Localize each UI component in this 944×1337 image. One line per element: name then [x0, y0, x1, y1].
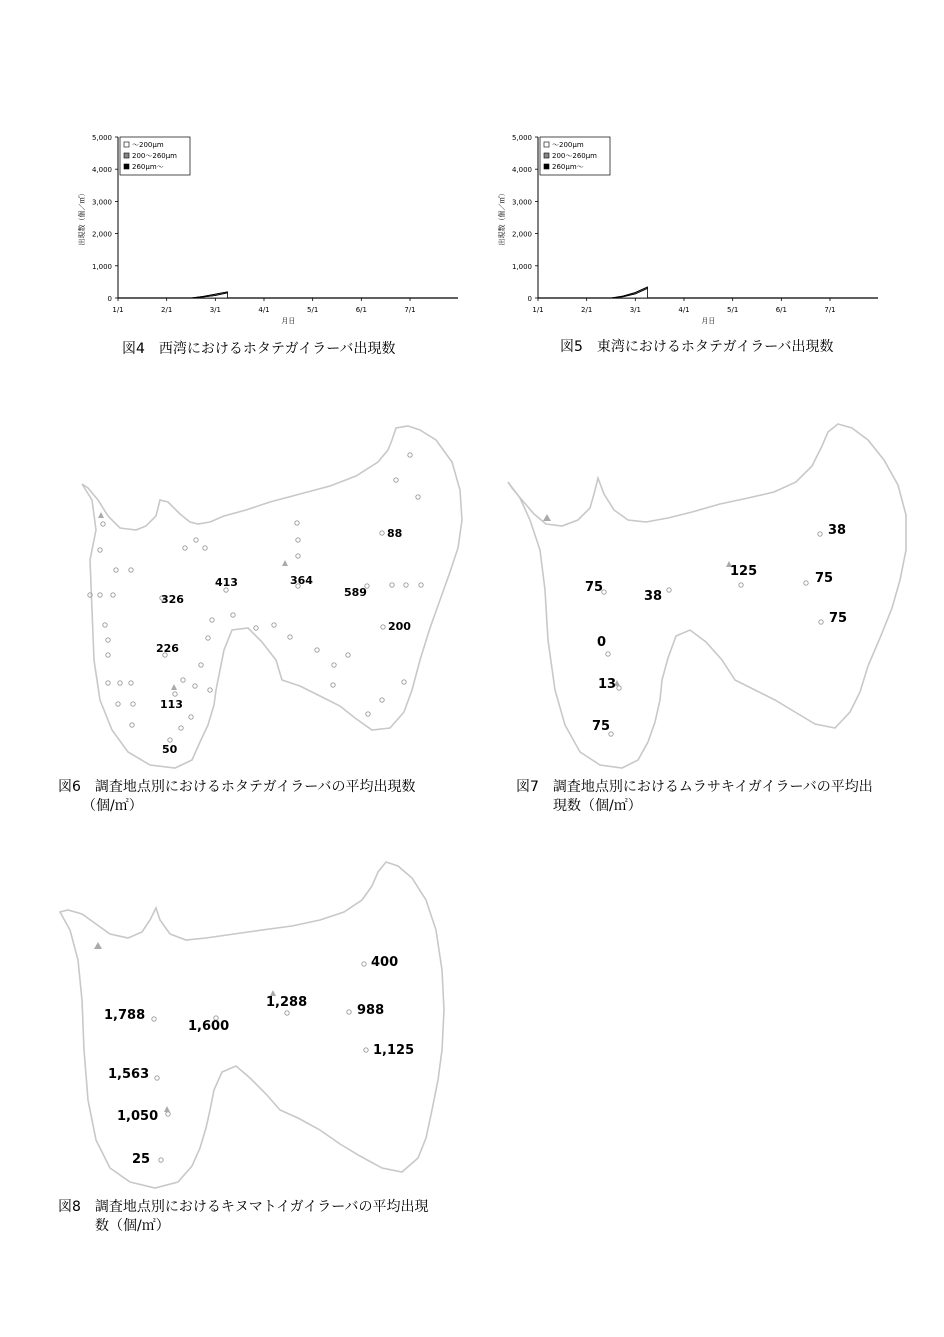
- figure7-caption-line1: 図7 調査地点別におけるムラサキイガイラーバの平均出: [516, 779, 873, 795]
- y-tick-label: 4,000: [511, 166, 532, 175]
- map3-label-6: 1,125: [373, 1043, 415, 1058]
- map1-label-4: 364: [290, 574, 313, 587]
- y-tick-label: 0: [527, 295, 532, 303]
- legend-entry: ～200μm: [552, 141, 584, 149]
- x-tick-label: 5/1: [727, 306, 739, 314]
- figure8-caption-line1: 図8 調査地点別におけるキヌマトイガイラーバの平均出現: [58, 1199, 429, 1215]
- map1-label-3: 413: [215, 576, 238, 589]
- y-tick-label: 3,000: [91, 198, 112, 207]
- map3-label-5: 1,600: [188, 1019, 230, 1034]
- legend-entry: ～200μm: [132, 141, 164, 149]
- x-tick-label: 6/1: [355, 306, 367, 314]
- x-tick-label: 2/1: [581, 306, 593, 314]
- y-axis-label: 出現数（個／㎡）: [498, 189, 506, 246]
- x-tick-label: 7/1: [824, 306, 836, 314]
- map3-label-4: 988: [357, 1003, 385, 1018]
- x-tick-label: 4/1: [258, 306, 270, 314]
- x-tick-label: 1/1: [532, 306, 544, 314]
- map3-label-1: 400: [371, 955, 399, 970]
- figure5-caption: 図5 東湾におけるホタテガイラーバ出現数: [560, 339, 834, 355]
- map3-label-7: 1,563: [108, 1067, 150, 1082]
- x-tick-label: 5/1: [307, 306, 319, 314]
- y-tick-label: 4,000: [91, 166, 112, 175]
- x-axis-label: 月日: [281, 317, 296, 325]
- map2-label-8: 13: [598, 677, 617, 692]
- y-tick-label: 2,000: [511, 230, 532, 239]
- map1-label-1: 88: [387, 527, 403, 540]
- map2-label-2: 75: [585, 580, 604, 595]
- map2-label-4: 125: [730, 564, 758, 579]
- x-tick-label: 7/1: [404, 306, 416, 314]
- map1-label-6: 200: [388, 620, 411, 633]
- x-tick-label: 3/1: [209, 306, 221, 314]
- map1-label-5: 589: [344, 586, 367, 599]
- legend-entry: 260μm～: [552, 163, 584, 171]
- map2-label-3: 38: [644, 589, 663, 604]
- figure6-caption-line2: （個/㎡）: [82, 798, 143, 814]
- map2-label-5: 75: [815, 571, 834, 586]
- x-tick-label: 6/1: [775, 306, 787, 314]
- legend-entry: 200～260μm: [552, 152, 597, 160]
- figure6-caption-line1: 図6 調査地点別におけるホタテガイラーバの平均出現数: [58, 779, 416, 795]
- figure8-caption: [58, 1198, 429, 1236]
- x-tick-label: 1/1: [112, 306, 124, 314]
- y-tick-label: 0: [107, 295, 112, 303]
- map2-label-7: 0: [597, 635, 607, 650]
- map1-label-8: 113: [160, 698, 183, 711]
- figure7-caption-line2: 現数（個/㎡）: [553, 798, 642, 814]
- figure4-caption: 図4 西湾におけるホタテガイラーバ出現数: [122, 341, 396, 357]
- map1-label-2: 326: [161, 593, 184, 606]
- map3-label-3: 1,288: [266, 995, 308, 1010]
- x-axis-label: 月日: [701, 317, 716, 325]
- map3-label-2: 1,788: [104, 1008, 146, 1023]
- legend-entry: 200～260μm: [132, 152, 177, 160]
- map3-label-9: 25: [132, 1152, 151, 1167]
- y-tick-label: 5,000: [91, 134, 112, 142]
- map1-label-7: 226: [156, 642, 179, 655]
- map3-label-8: 1,050: [117, 1109, 159, 1124]
- x-tick-label: 2/1: [161, 306, 173, 314]
- map2-label-6: 75: [829, 611, 848, 626]
- map2-label-1: 38: [828, 523, 847, 538]
- legend-entry: 260μm～: [132, 163, 164, 171]
- x-tick-label: 4/1: [678, 306, 690, 314]
- y-tick-label: 1,000: [511, 262, 532, 271]
- y-tick-label: 5,000: [511, 134, 532, 142]
- y-tick-label: 3,000: [511, 198, 532, 207]
- map1-label-9: 50: [162, 743, 178, 756]
- y-tick-label: 2,000: [91, 230, 112, 239]
- figure8-caption-line2: 数（個/㎡）: [95, 1218, 170, 1234]
- map2-label-9: 75: [592, 719, 611, 734]
- y-axis-label: 出現数（個／㎡）: [78, 189, 86, 246]
- y-tick-label: 1,000: [91, 262, 112, 271]
- x-tick-label: 3/1: [629, 306, 641, 314]
